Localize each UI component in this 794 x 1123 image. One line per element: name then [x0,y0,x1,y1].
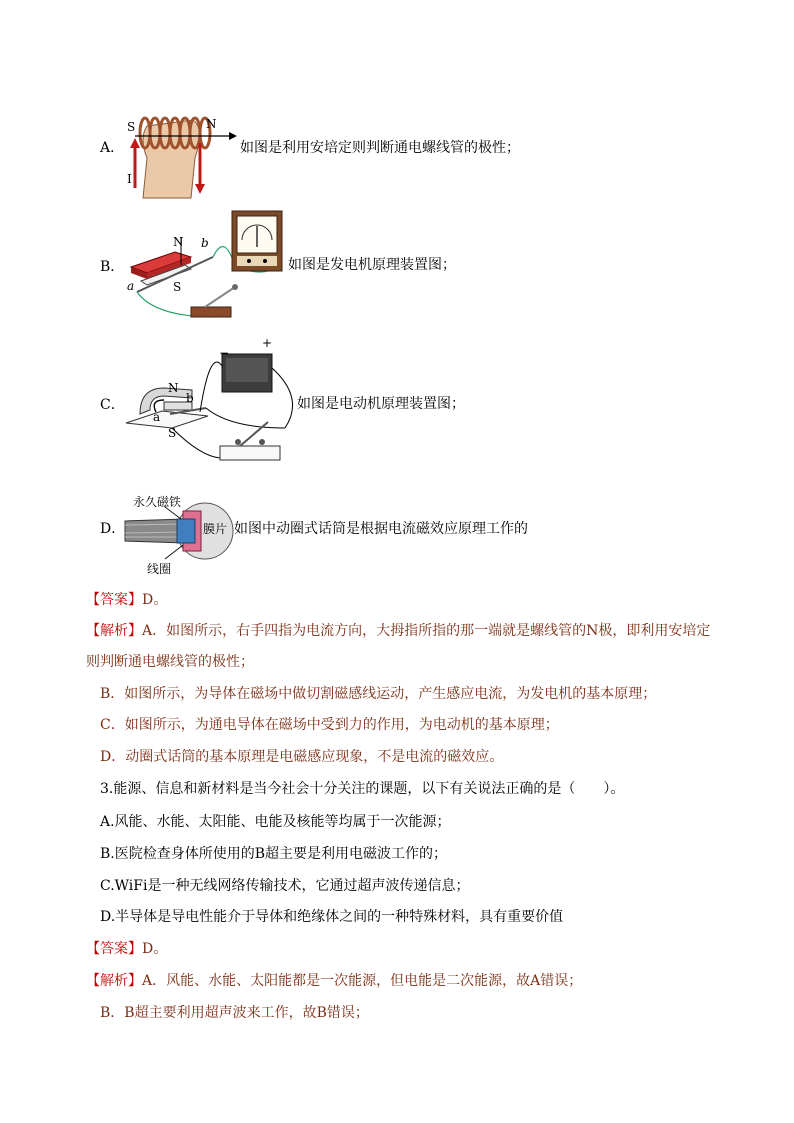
analysis-text: B．如图所示，为导体在磁场中做切割磁感线运动，产生感应电流，为发电机的基本原理； [100,686,657,702]
label-n: N [173,235,184,249]
option-a-letter: A． [100,140,125,156]
answer-label: 【答案】 [86,941,142,957]
label-magnet: 永久磁铁 [133,495,182,509]
option-c-text: 如图是电动机原理装置图； [297,396,465,412]
analysis-text: A．如图所示，右手四指为电流方向，大拇指所指的那一端就是螺线管的N极，即利用安培定 [142,623,711,639]
option-d-letter: D． [100,521,126,537]
question-stem: 3.能源、信息和新材料是当今社会十分关注的课题，以下有关说法正确的是（ ）。 [100,781,625,797]
label-diaphragm: 膜片 [203,522,228,536]
option-text: C.WiFi是一种无线网络传输技术，它通过超声波传递信息； [100,878,470,894]
analysis-label: 【解析】 [86,973,142,989]
generator-apparatus-figure [125,207,290,327]
analysis-line [86,971,582,991]
option-c-letter: C． [100,397,125,413]
analysis-text: 则判断通电螺线管的极性； [86,654,254,670]
answer-value: D。 [142,941,168,957]
motor-apparatus-figure [120,338,300,468]
label-b: b [186,391,194,405]
option-text: B.医院检查身体所使用的B超主要是利用电磁波工作的； [100,846,448,862]
label-s: S [168,426,177,440]
option-b-letter: B． [100,259,125,275]
analysis-text: B．B超主要利用超声波来工作，故B错误； [100,1005,369,1021]
answer-line [86,590,167,610]
label-s: S [127,120,136,134]
label-s: S [173,280,182,294]
analysis-text: C．如图所示，为通电导体在磁场中受到力的作用，为电动机的基本原理； [100,717,559,733]
answer-line [86,939,167,959]
analysis-line [86,621,710,641]
option-d-text: 如图中动圈式话筒是根据电流磁效应原理工作的 [234,521,528,537]
option-text: A.风能、水能、太阳能、电能及核能等均属于一次能源； [100,814,451,830]
option-a-text: 如图是利用安培定则判断通电螺线管的极性； [240,140,520,156]
analysis-text: D．动圈式话筒的基本原理是电磁感应现象，不是电流的磁效应。 [100,749,504,765]
analysis-label: 【解析】 [86,623,142,639]
label-a: a [127,279,135,293]
right-hand-solenoid-figure [125,98,240,198]
label-coil: 线圈 [147,562,172,576]
answer-label: 【答案】 [86,592,142,608]
label-i: I [127,172,132,186]
battery-minus-sign: − [219,346,230,360]
label-n: N [168,381,179,395]
option-b-text: 如图是发电机原理装置图； [288,257,456,273]
analysis-text: A．风能、水能、太阳能都是一次能源，但电能是二次能源，故A错误； [142,973,583,989]
answer-value: D。 [142,592,168,608]
option-text: D.半导体是导电性能介于导体和绝缘体之间的一种特殊材料，具有重要价值 [100,909,564,925]
label-a: a [153,410,161,424]
label-n: N [206,117,217,131]
label-b: b [201,236,209,250]
battery-plus-sign: + [262,336,273,350]
